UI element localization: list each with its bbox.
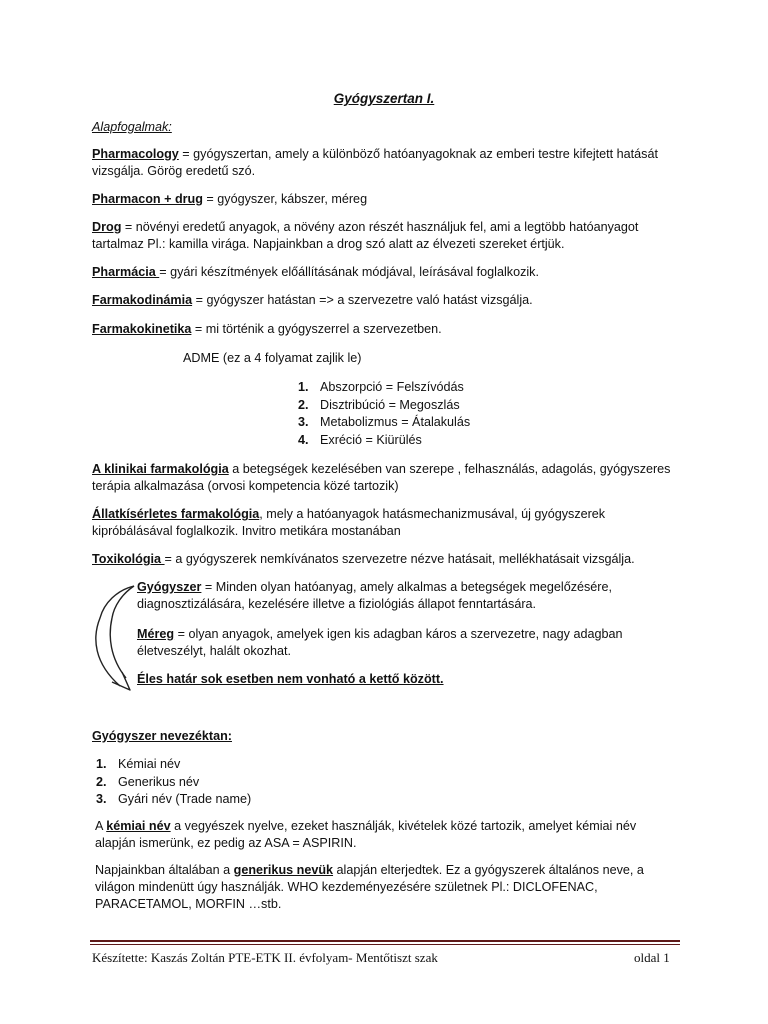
farmakodinamia-term: Farmakodinámia — [92, 293, 193, 307]
nev-list — [96, 756, 251, 809]
drog-text-2: tartalmaz Pl.: kamilla virága. Napjainkban a drog szó alatt az élvezeti szereket értjük. — [92, 237, 565, 251]
footer-divider — [90, 940, 680, 942]
list-item: 1. Kémiai név — [96, 757, 181, 771]
allatki-text-2: kipróbálásával foglalkozik. Invitro metikára mostanában — [92, 524, 401, 538]
farmakodinamia-text: = gyógyszer hatástan => a szervezetre való hatást vizsgálja. — [192, 293, 533, 307]
allatki-term: Állatkísérletes farmakológia — [92, 507, 260, 521]
kemiai-text: a vegyészek nyelve, ezeket használják, kivételek közé tartozik, amelyet kémiai név — [170, 819, 637, 833]
curved-arrow-icon — [82, 578, 142, 698]
nevezektan-heading: Gyógyszer nevezéktan: — [92, 729, 232, 743]
toxikologia-text: = a gyógyszerek nemkívánatos szervezetre nézve hatásait, mellékhatásait vizsgálja. — [164, 552, 635, 566]
generikus-term: generikus nevük — [233, 863, 334, 877]
list-item: 2. Disztribúció = Megoszlás — [298, 397, 460, 412]
pharmacology-definition — [92, 146, 658, 163]
pharmacon-term: Pharmacon + drug — [92, 192, 203, 206]
klinikai-text: a betegségek kezelésében van szerepe , felhasználás, adagolás, gyógyszeres — [228, 462, 671, 476]
alapfogalmak-heading: Alapfogalmak: — [92, 120, 172, 134]
klinikai-term: A klinikai farmakológia — [92, 462, 229, 476]
list-item: 3. Gyári név (Trade name) — [96, 792, 252, 806]
footer-divider-thin — [90, 944, 680, 945]
generikus-pre: Napjainkban általában a — [95, 863, 234, 877]
klinikai-definition — [92, 461, 670, 478]
pharmacon-definition — [92, 191, 367, 208]
toxikologia-definition — [92, 551, 635, 568]
eles-hatar-note: Éles határ sok esetben nem vonható a kettő között. — [137, 672, 444, 686]
pharmacology-term: Pharmacology — [92, 147, 179, 161]
adme-list — [298, 379, 470, 449]
kemiai-term: kémiai név — [106, 819, 171, 833]
adme-note: ADME (ez a 4 folyamat zajlik le) — [183, 351, 362, 365]
farmakokinetika-definition — [92, 321, 442, 338]
pharmacology-text-2: vizsgálja. Görög eredetű szó. — [92, 164, 256, 178]
gyogyszer-definition — [137, 579, 612, 596]
pharmacia-text: = gyári készítmények előállításának módjával, leírásával foglalkozik. — [159, 265, 539, 279]
pharmacon-text: = gyógyszer, kábszer, méreg — [202, 192, 368, 206]
allatki-definition — [92, 506, 605, 523]
mereg-text: = olyan anyagok, amelyek igen kis adagban káros a szervezetre, nagy adagban — [174, 627, 623, 641]
pharmacia-definition — [92, 264, 539, 281]
toxikologia-term: Toxikológia — [92, 552, 165, 566]
drog-definition — [92, 219, 638, 236]
pharmacology-text: = gyógyszertan, amely a különböző hatóanyagoknak az emberi testre kifejtett hatását — [178, 147, 658, 161]
farmakokinetika-text: = mi történik a gyógyszerrel a szervezetben. — [191, 322, 442, 336]
kemiai-pre: A — [95, 819, 107, 833]
page-number: oldal 1 — [634, 950, 670, 965]
list-item: 3. Metabolizmus = Átalakulás — [298, 415, 471, 429]
mereg-text-2: életveszélyt, halált okozhat. — [137, 644, 292, 658]
mereg-definition — [137, 626, 623, 643]
list-item: 2. Generikus név — [96, 774, 200, 789]
pharmacia-term: Pharmácia — [92, 265, 160, 279]
list-item: 4. Exréció = Kiürülés — [298, 432, 422, 447]
generikus-text: alapján elterjedtek. Ez a gyógyszerek általános neve, a — [333, 863, 644, 877]
generikus-text-3: PARACETAMOL, MORFIN …stb. — [95, 897, 282, 911]
klinikai-text-2: terápia alkalmazása (orvosi kompetencia közé tartozik) — [92, 479, 399, 493]
gyogyszer-text-2: diagnosztizálására, kezelésére illetve a fiziológiás állapot fenntartására. — [137, 597, 537, 611]
gyogyszer-term: Gyógyszer — [137, 580, 202, 594]
farmakokinetika-term: Farmakokinetika — [92, 322, 192, 336]
drog-text: = növényi eredetű anyagok, a növény azon részét használjuk fel, ami a legtöbb hatóanyagot — [121, 220, 639, 234]
allatki-text: , mely a hatóanyagok hatásmechanizmusával, új gyógyszerek — [259, 507, 606, 521]
list-item: 1. Abszorpció = Felszívódás — [298, 380, 464, 394]
gyogyszer-text: = Minden olyan hatóanyag, amely alkalmas a betegségek megelőzésére, — [201, 580, 613, 594]
generikus-text-2: világon mindenütt úgy használják. WHO kezdeményezésére születnek Pl.: DICLOFENAC, — [95, 880, 598, 894]
generikus-paragraph — [95, 862, 644, 879]
farmakodinamia-definition — [92, 292, 533, 309]
kemiai-paragraph — [95, 818, 636, 835]
drog-term: Drog — [92, 220, 122, 234]
kemiai-text-2: alapján ismerünk, ez pedig az ASA = ASPIRIN. — [95, 836, 357, 850]
mereg-term: Méreg — [137, 627, 175, 641]
footer-author: Készítette: Kaszás Zoltán PTE-ETK II. évfolyam- Mentőtiszt szak — [92, 950, 438, 965]
page-title: Gyógyszertan I. — [333, 91, 435, 106]
